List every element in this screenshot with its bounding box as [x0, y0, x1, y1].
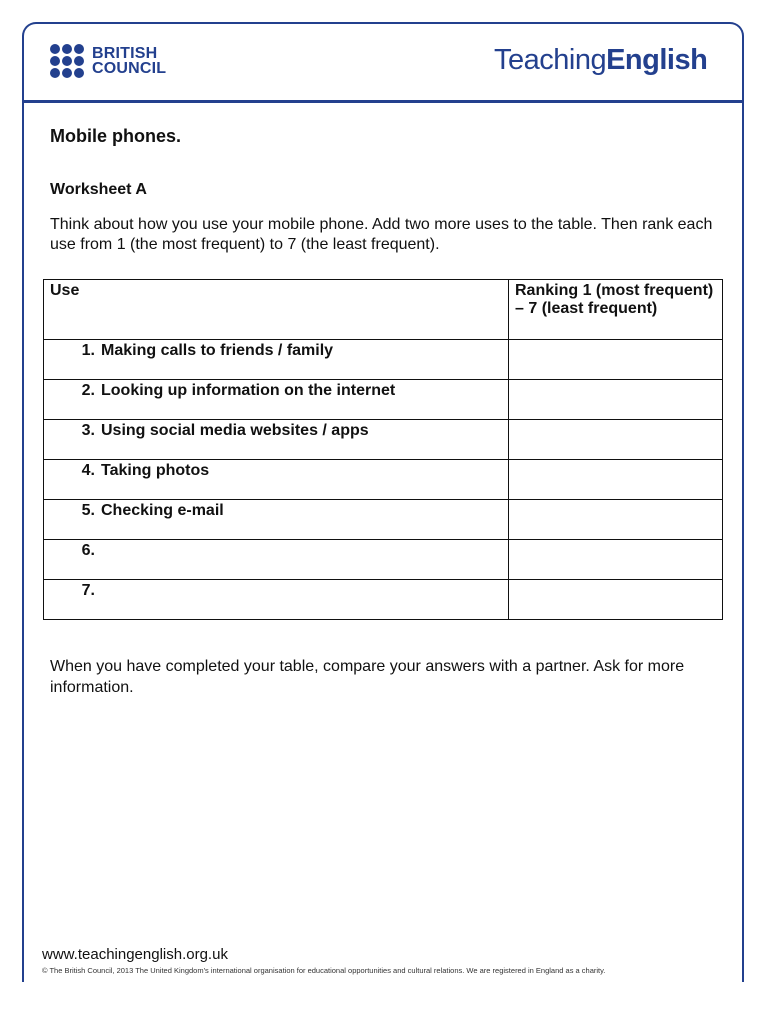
use-text: Checking e-mail [101, 502, 224, 519]
closing-instructions: When you have completed your table, compare your answers with a partner. Ask for more information. [50, 658, 685, 696]
worksheet-content [50, 126, 730, 255]
row-number: 3. [81, 422, 95, 439]
teaching-english-logo [494, 44, 707, 77]
table-row [44, 340, 723, 380]
use-text: Making calls to friends / family [101, 342, 334, 359]
ranking-cell[interactable] [509, 340, 723, 380]
footer-copyright: © The British Council, 2013 The United Kingdom's international organisation for educational opportunities and cultural relations. We are registered in England as a charity. [42, 966, 606, 975]
te-logo-part1: Teaching [494, 44, 607, 76]
uses-table [43, 279, 723, 620]
use-text: Using social media websites / apps [101, 422, 369, 439]
ranking-cell[interactable] [509, 420, 723, 460]
use-text: Taking photos [101, 462, 210, 479]
row-number: 4. [81, 462, 95, 479]
row-number: 1. [81, 342, 95, 359]
bc-logo-line1: BRITISH [92, 45, 158, 62]
row-number: 5. [81, 502, 95, 519]
table-row [44, 500, 723, 540]
row-number: 7. [81, 582, 95, 599]
british-council-logo [50, 44, 166, 78]
instructions-text: Think about how you use your mobile phone. Add two more uses to the table. Then rank each use from 1 (the most frequent) to 7 (the least frequent). [50, 216, 713, 253]
table-row [44, 420, 723, 460]
header-divider [22, 100, 744, 103]
ranking-cell[interactable] [509, 500, 723, 540]
ranking-cell[interactable] [509, 380, 723, 420]
table-row [44, 380, 723, 420]
row-number: 6. [81, 542, 95, 559]
footer-url[interactable]: www.teachingenglish.org.uk [42, 946, 228, 963]
te-logo-part2: English [606, 44, 708, 76]
table-row [44, 580, 723, 620]
header-ranking: Ranking 1 (most frequent) – 7 (least frequent) [509, 280, 723, 340]
table-row [44, 460, 723, 500]
ranking-cell[interactable] [509, 460, 723, 500]
british-council-dots-icon [50, 44, 86, 78]
table-header-row [44, 280, 723, 340]
row-number: 2. [81, 382, 95, 399]
table-row [44, 540, 723, 580]
bc-logo-line2: COUNCIL [92, 60, 167, 77]
page-title: Mobile phones. [50, 126, 182, 146]
ranking-cell[interactable] [509, 580, 723, 620]
header-use: Use [44, 280, 509, 340]
ranking-cell[interactable] [509, 540, 723, 580]
use-text: Looking up information on the internet [101, 382, 396, 399]
worksheet-subtitle: Worksheet A [50, 181, 147, 198]
